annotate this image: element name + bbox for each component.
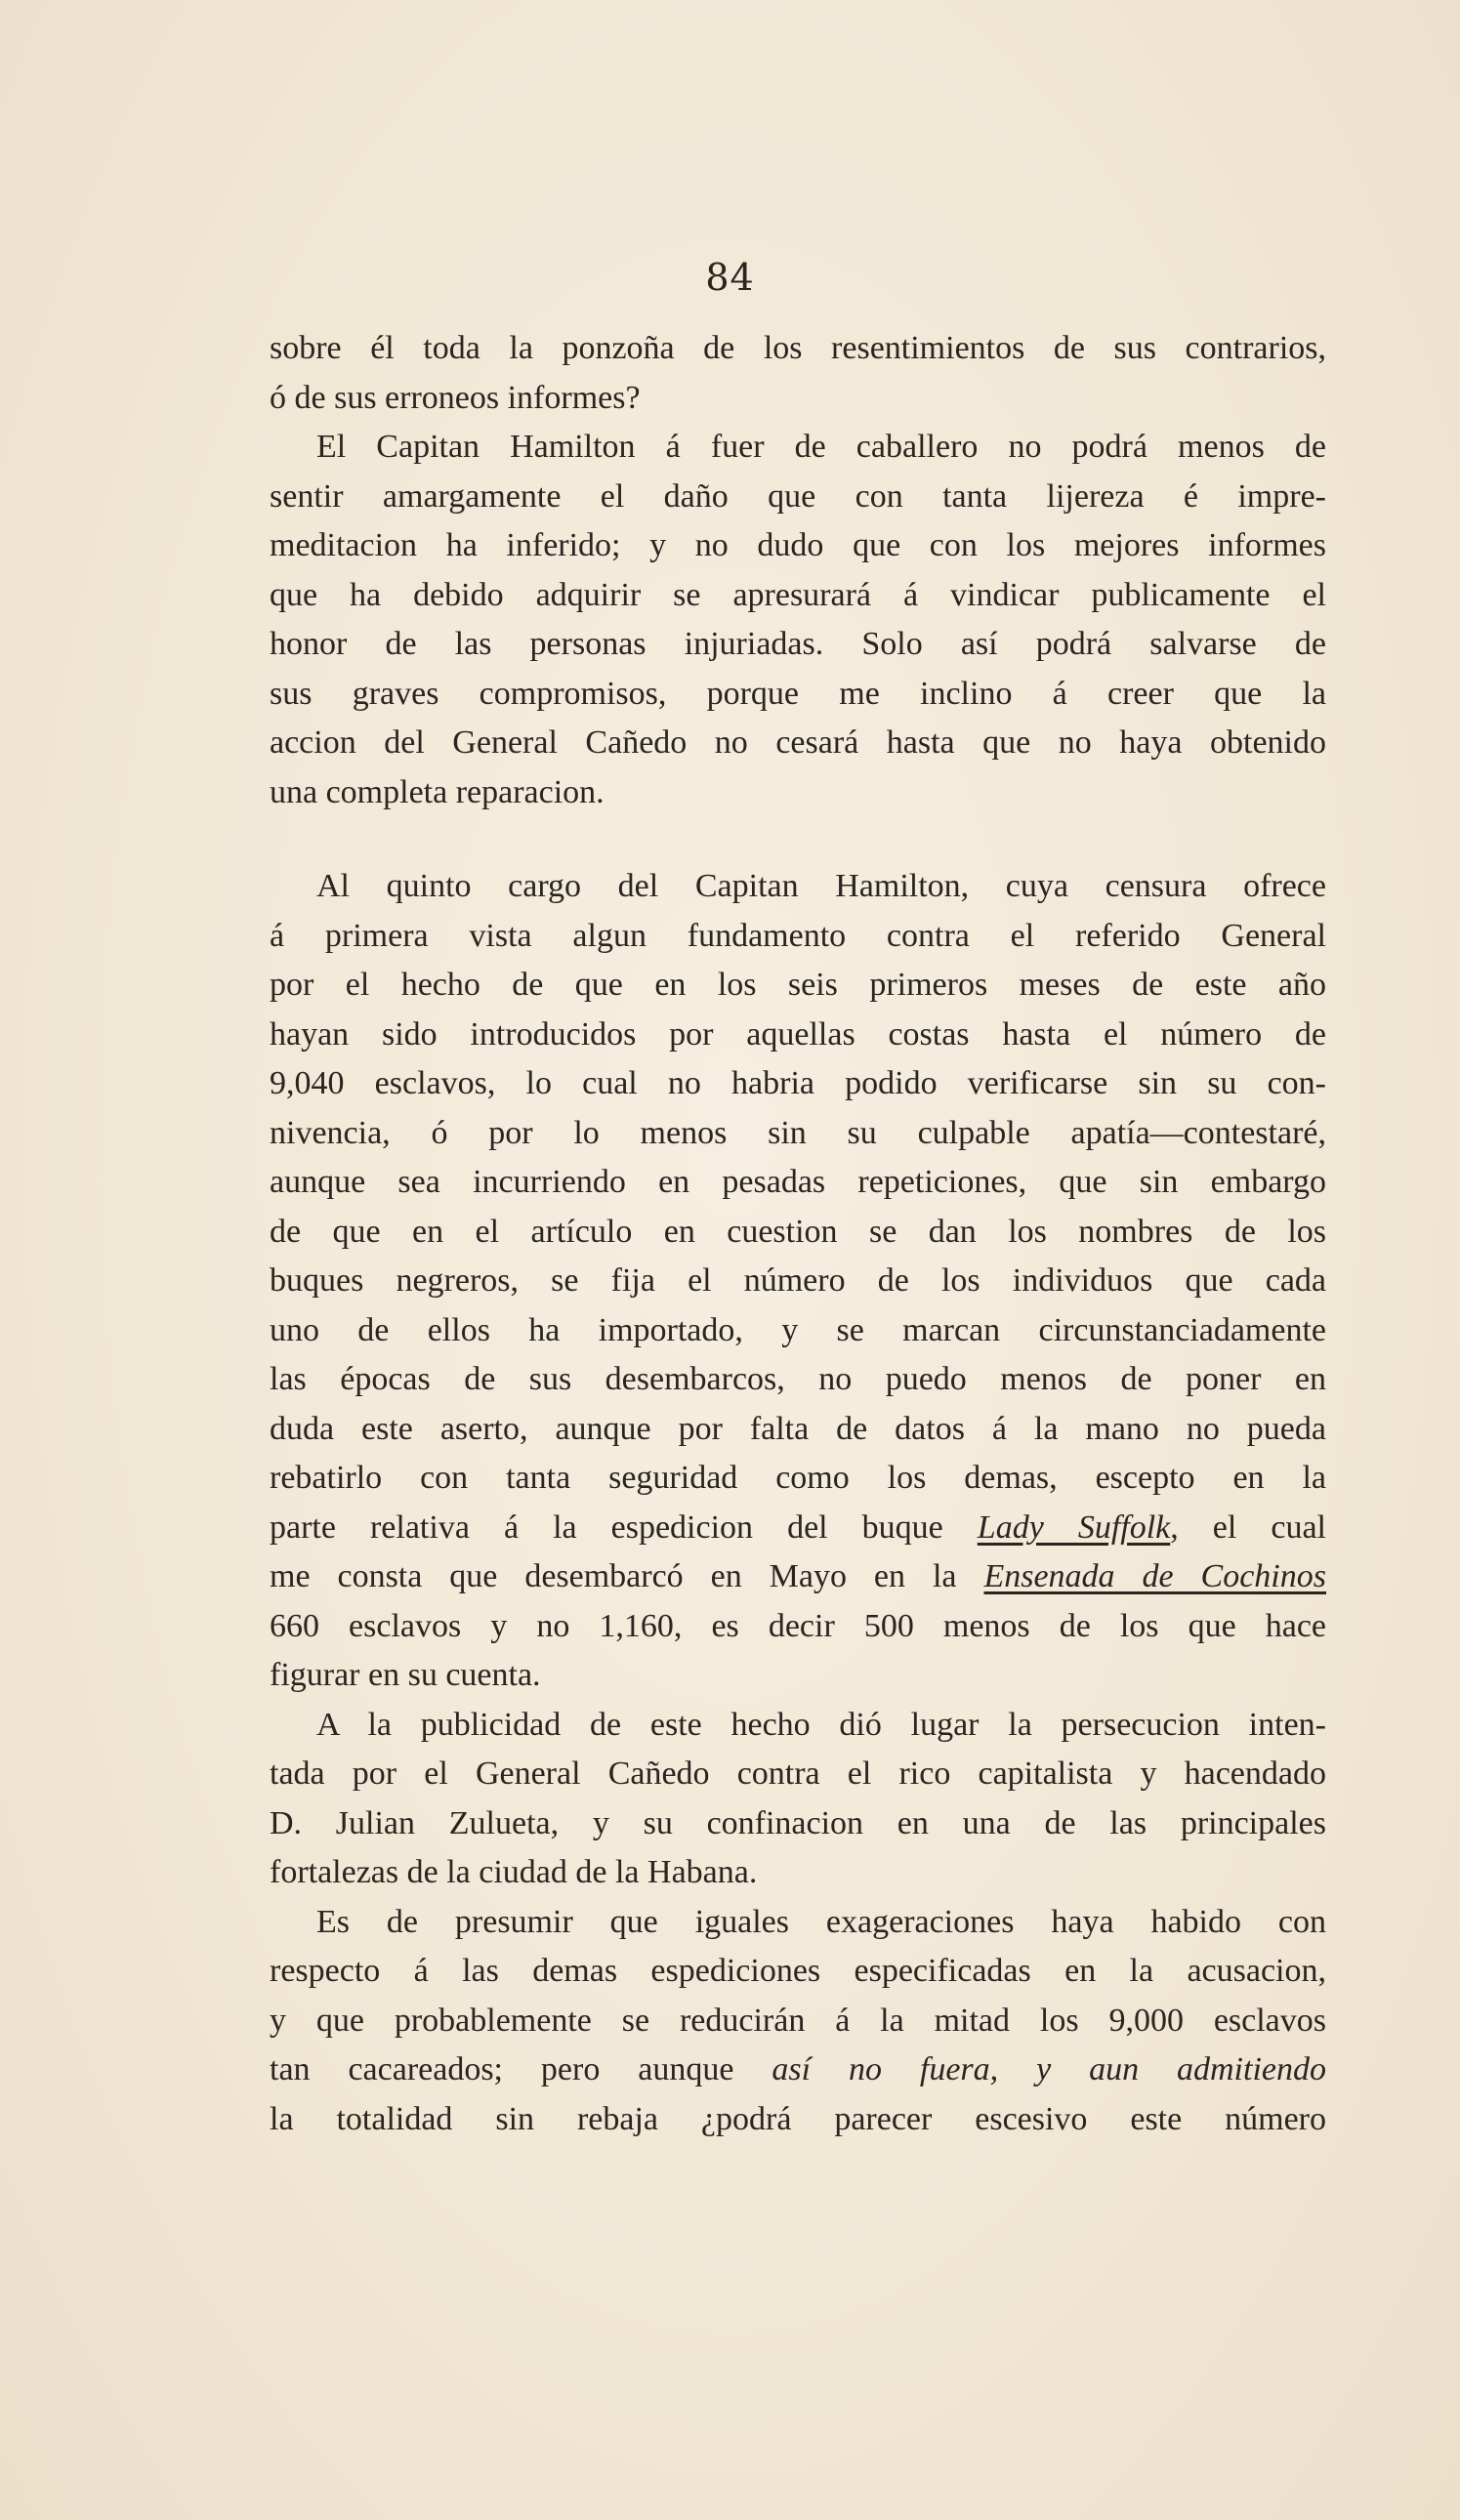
text-line: figurar en su cuenta. <box>270 1657 541 1693</box>
paragraph-3 <box>270 862 1326 1701</box>
text-line: de que en el artículo en cuestion se dan los nombres de los <box>270 1213 1326 1250</box>
text-line <box>270 1504 1326 1553</box>
text-line: honor de las personas injuriadas. Solo así podrá salvarse de <box>270 626 1326 662</box>
text-line: meditacion ha inferido; y no dudo que con los mejores informes <box>270 527 1326 563</box>
place-name: Ensenada de Cochinos <box>983 1558 1326 1594</box>
text-line: aunque sea incurriendo en pesadas repeticiones, que sin embargo <box>270 1164 1326 1200</box>
body-text <box>270 324 1326 2144</box>
text-line <box>270 1552 1326 1602</box>
text-line: Al quinto cargo del Capitan Hamilton, cuya censura ofrece <box>316 868 1326 904</box>
text-fragment: me consta que desembarcó en Mayo en la <box>270 1558 984 1594</box>
text-line: por el hecho de que en los seis primeros meses de este año <box>270 967 1326 1003</box>
paragraph-4 <box>270 1701 1326 1898</box>
text-line: D. Julian Zulueta, y su confinacion en una de las principales <box>270 1804 1326 1841</box>
text-line: Es de presumir que iguales exageraciones haya habido con <box>316 1903 1326 1940</box>
text-line: duda este aserto, aunque por falta de datos á la mano no pueda <box>270 1410 1326 1447</box>
text-fragment: parte relativa á la espedicion del buque <box>270 1508 978 1546</box>
text-line: fortalezas de la ciudad de la Habana. <box>270 1854 758 1890</box>
text-fragment: , el cual <box>1170 1508 1326 1546</box>
text-line: 660 esclavos y no 1,160, es decir 500 menos de los que hace <box>270 1607 1326 1644</box>
text-line: una completa reparacion. <box>270 773 605 810</box>
text-line: A la publicidad de este hecho dió lugar la persecucion inten- <box>316 1706 1326 1743</box>
text-line: accion del General Cañedo no cesará hasta que no haya obtenido <box>270 724 1326 761</box>
text-line: y que probablemente se reducirán á la mitad los 9,000 esclavos <box>270 2002 1326 2039</box>
text-line: las épocas de sus desembarcos, no puedo menos de poner en <box>270 1361 1326 1397</box>
page-number: 84 <box>705 256 755 299</box>
text-line: que ha debido adquirir se apresurará á vindicar publicamente el <box>270 576 1326 613</box>
paragraph-2 <box>270 423 1326 817</box>
text-line: hayan sido introducidos por aquellas costas hasta el número de <box>270 1015 1326 1053</box>
text-line: sobre él toda la ponzoña de los resentimientos de sus contrarios, <box>270 330 1326 366</box>
paragraph-5 <box>270 1898 1326 2145</box>
text-line: rebatirlo con tanta seguridad como los demas, escepto en la <box>270 1460 1326 1496</box>
ship-name: Lady Suffolk <box>977 1508 1171 1546</box>
text-line: ó de sus erroneos informes? <box>270 379 641 416</box>
text-line: la totalidad sin rebaja ¿podrá parecer escesivo este número <box>270 2100 1326 2137</box>
text-fragment: tan cacareados; pero aunque <box>270 2051 772 2087</box>
italic-fragment: así no fuera, y aun admitiendo <box>772 2051 1326 2087</box>
text-line <box>270 2045 1326 2095</box>
text-line: nivencia, ó por lo menos sin su culpable apatía—contestaré, <box>270 1114 1326 1151</box>
text-line: El Capitan Hamilton á fuer de caballero no podrá menos de <box>316 429 1326 465</box>
text-line: sentir amargamente el daño que con tanta lijereza é impre- <box>270 477 1326 515</box>
text-line: 9,040 esclavos, lo cual no habria podido verificarse sin su con- <box>270 1065 1326 1101</box>
text-line: respecto á las demas espediciones especificadas en la acusacion, <box>270 1953 1326 1989</box>
text-line: tada por el General Cañedo contra el rico capitalista y hacendado <box>270 1756 1326 1792</box>
text-line: sus graves compromisos, porque me inclino á creer que la <box>270 675 1326 712</box>
text-line: uno de ellos ha importado, y se marcan circunstanciadamente <box>270 1311 1326 1348</box>
paragraph-1 <box>270 324 1326 423</box>
text-line: á primera vista algun fundamento contra el referido General <box>270 917 1326 954</box>
text-line: buques negreros, se fija el número de los individuos que cada <box>270 1262 1326 1299</box>
